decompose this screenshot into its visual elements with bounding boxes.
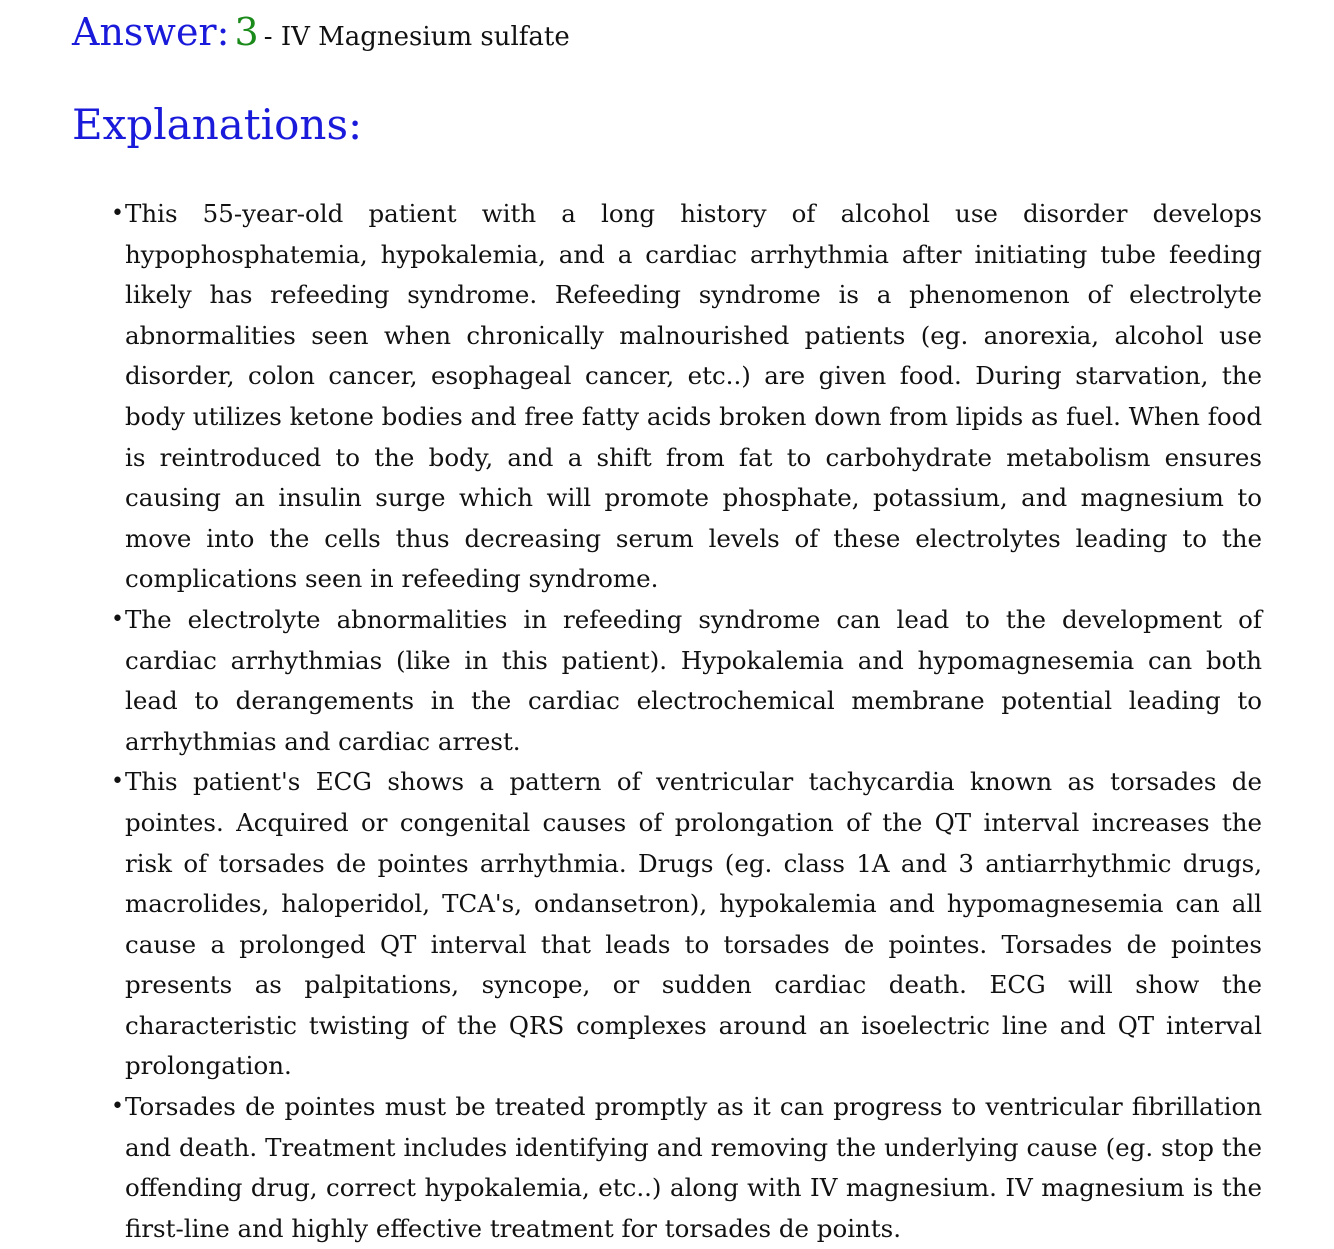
bullet-icon: •	[111, 606, 124, 632]
explanation-text: The electrolyte abnormalities in refeeding syndrome can lead to the development of cardiac arrhythmias (like in this patient). Hypokalemia and hypomagnesemia can both lead to derangements in the cardiac electrochemical membrane potential leading to arrhythmias and cardiac arrest.	[125, 604, 1262, 756]
explanation-text: This 55-year-old patient with a long history of alcohol use disorder develops hypophosphatemia, hypokalemia, and a cardiac arrhythmia after initiating tube feeding likely has refeeding syndrome. Refeeding syndrome is a phenomenon of electrolyte abnormalities seen when chronically malnourished patients (eg. anorexia, alcohol use disorder, colon cancer, esophageal cancer, etc..) are given food. During starvation, the body utilizes ketone bodies and free fatty acids broken down from lipids as fuel. When food is reintroduced to the body, and a shift from fat to carbohydrate metabolism ensures causing an insulin surge which will promote phosphate, potassium, and magnesium to move into the cells thus decreasing serum levels of these electrolytes leading to the complications seen in refeeding syndrome.	[125, 199, 1262, 594]
bullet-icon: •	[111, 201, 124, 226]
explanation-text: Torsades de pointes must be treated promptly as it can progress to ventricular fibrillation and death. Treatment includes identifying and removing the underlying cause (eg. stop the offending drug, correct hypokalemia, etc..) along with IV magnesium. IV magnesium is the first-line and highly effective treatment for torsades de points.	[125, 1092, 1262, 1243]
bullet-icon: •	[111, 1094, 124, 1120]
answer-line	[72, 10, 570, 54]
answer-text: - IV Magnesium sulfate	[263, 22, 570, 52]
explanation-item	[111, 762, 1262, 1087]
explanation-item	[111, 600, 1262, 762]
answer-number: 3	[234, 10, 259, 54]
bullet-icon: •	[111, 769, 124, 795]
explanation-item	[111, 194, 1262, 600]
explanations-heading: Explanations:	[72, 100, 363, 149]
explanation-text: This patient's ECG shows a pattern of ventricular tachycardia known as torsades de pointes. Acquired or congenital causes of prolongation of the QT interval increases the risk of torsades de pointes arrhythmia. Drugs (eg. class 1A and 3 antiarrhythmic drugs, macrolides, haloperidol, TCA's, ondansetron), hypokalemia and hypomagnesemia can all cause a prolonged QT interval that leads to torsades de pointes. Torsades de pointes presents as palpitations, syncope, or sudden cardiac death. ECG will show the characteristic twisting of the QRS complexes around an isoelectric line and QT interval prolongation.	[125, 767, 1262, 1081]
answer-label: Answer:	[72, 10, 230, 54]
explanations-list	[111, 194, 1262, 1249]
